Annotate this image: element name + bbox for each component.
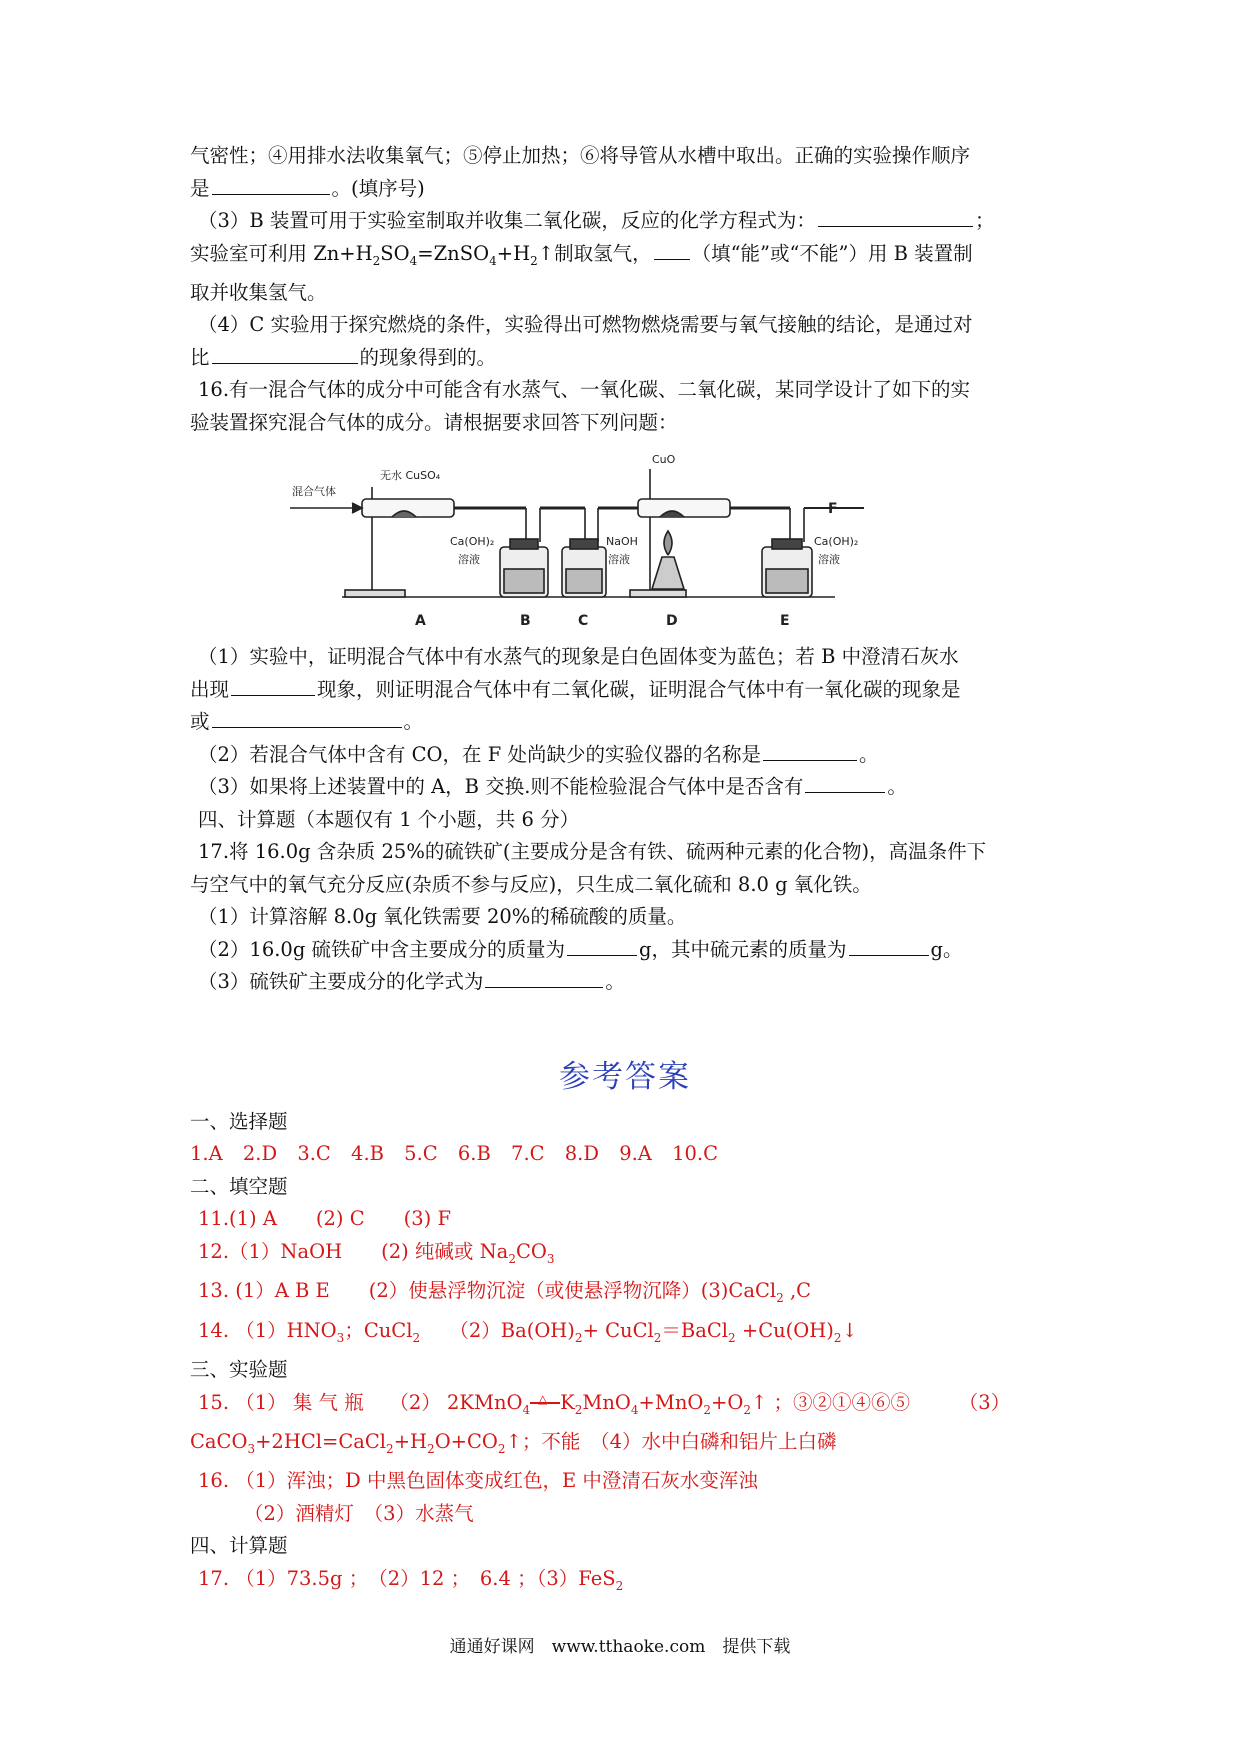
- answer-blank[interactable]: [849, 935, 929, 956]
- q16-line: （2）若混合气体中含有 CO，在 F 处尚缺少的实验仪器的名称是 。: [190, 739, 1060, 772]
- label-c: C: [578, 613, 589, 630]
- answer-blank[interactable]: [212, 343, 358, 364]
- label-solution-e: 溶液: [818, 553, 840, 567]
- q15-line: 气密性；④用排水法收集氧气；⑤停止加热；⑥将导管从水槽中取出。正确的实验操作顺序: [190, 144, 971, 167]
- section-heading: 四、计算题（本题仅有 1 个小题，共 6 分）: [198, 807, 580, 831]
- answer-blank[interactable]: [485, 967, 603, 988]
- label-b: B: [520, 613, 531, 630]
- answer-11: 11.(1) A (2) C (3) F: [198, 1207, 452, 1231]
- label-d: D: [666, 613, 678, 630]
- answer-blank[interactable]: [805, 772, 885, 793]
- answer-15: 15. （1） 集 气 瓶 （2） 2KMnO$_4$ △ $K_2MnO_4+MnO_2+O_2↑$ ；③②①④⑥⑤ （3）: [198, 1390, 1011, 1417]
- answer-blank[interactable]: [212, 174, 330, 195]
- footer-credit: 通通好课网 www.tthaoke.com 提供下载: [449, 1637, 791, 1657]
- q15-line: 实验室可利用 $Zn+H_2SO_4=ZnSO_4+H_2↑$制取氢气， （填“能”或“不能”）用 B 装置制: [190, 238, 1060, 277]
- answer-blank[interactable]: [567, 935, 637, 956]
- q15-line: 取并收集氢气。: [190, 280, 327, 304]
- q16-stem: 16.有一混合气体的成分中可能含有水蒸气、一氧化碳、二氧化碳，某同学设计了如下的实: [198, 378, 971, 402]
- q15-line: （3）B 装置可用于实验室制取并收集二氧化碳，反应的化学方程式为： ；: [190, 205, 1060, 238]
- q15-line: 比 的现象得到的。: [190, 342, 1060, 375]
- label-e: E: [780, 613, 790, 630]
- label-cuso4: 无水 CuSO₄: [380, 469, 441, 483]
- label-caoh2-e: Ca(OH)₂: [814, 535, 859, 549]
- q16-line: 出现 现象，则证明混合气体中有二氧化碳，证明混合气体中有一氧化碳的现象是: [190, 674, 1060, 707]
- q16-line: （3）如果将上述装置中的 A，B 交换.则不能检验混合气体中是否含有 。: [190, 771, 1060, 804]
- answer-17: 17. （1）73.5g ； （2）12 ； 6.4 ；（3）FeS$_2$: [198, 1566, 624, 1593]
- q17-line: （3）硫铁矿主要成分的化学式为 。: [190, 966, 1060, 999]
- q17-line: 与空气中的氧气充分反应(杂质不参与反应)，只生成二氧化硫和 8.0 g 氧化铁。: [190, 872, 872, 896]
- section-heading: 三、实验题: [190, 1358, 288, 1382]
- apparatus-diagram: [280, 447, 859, 635]
- q15-line: 是 。(填序号): [190, 173, 1060, 206]
- label-caoh2-b: Ca(OH)₂: [450, 535, 495, 549]
- q17-line: （2）16.0g 硫铁矿中含主要成分的质量为 g，其中硫元素的质量为 g。: [190, 934, 1060, 967]
- section-heading: 二、填空题: [190, 1174, 288, 1198]
- answer-16-cont: （2）酒精灯 （3）水蒸气: [244, 1501, 474, 1525]
- label-solution-c: 溶液: [608, 553, 630, 567]
- q16-stem: 验装置探究混合气体的成分。请根据要求回答下列问题：: [190, 410, 678, 434]
- answer-blank[interactable]: [763, 740, 857, 761]
- section-heading: 一、选择题: [190, 1109, 288, 1133]
- q17-line: 17.将 16.0g 含杂质 25%的硫铁矿(主要成分是含有铁、硫两种元素的化合物)，高温条件下: [198, 840, 987, 864]
- answer-14: 14. $(1)HNO_3$；CuCl$_2$ $(2)Ba(OH)_2+$ CuCl$_2$＝BaCl$_2$ $+Cu(OH)_2↓$: [198, 1318, 858, 1345]
- answer-blank[interactable]: [818, 206, 973, 227]
- q16-line: （1）实验中，证明混合气体中有水蒸气的现象是白色固体变为蓝色；若 B 中澄清石灰水: [198, 645, 959, 669]
- q16-line: 或 。: [190, 706, 1060, 739]
- q17-line: （1）计算溶解 8.0g 氧化铁需要 20%的稀硫酸的质量。: [198, 905, 687, 929]
- answer-blank[interactable]: [212, 707, 402, 728]
- answer-blank[interactable]: [654, 239, 690, 260]
- label-solution-b: 溶液: [458, 553, 480, 567]
- document-page: [190, 140, 1060, 1602]
- answer-12: 12.（1）NaOH (2) 纯碱或 $Na_2CO_3$: [198, 1239, 555, 1266]
- apparatus-svg: [280, 447, 859, 635]
- answer-16: 16. （1）浑浊；D 中黑色固体变成红色，E 中澄清石灰水变浑浊: [198, 1469, 758, 1493]
- section-heading: 四、计算题: [190, 1534, 288, 1558]
- label-naoh: NaOH: [606, 535, 638, 549]
- label-a: A: [415, 613, 426, 630]
- label-cuo: CuO: [652, 453, 676, 467]
- choice-answers: 1.A 2.D 3.C 4.B 5.C 6.B 7.C 8.D 9.A 10.C: [190, 1142, 719, 1166]
- label-mixed-gas: 混合气体: [292, 485, 336, 499]
- answer-blank[interactable]: [231, 675, 315, 696]
- label-f: F: [828, 501, 838, 518]
- q15-line: （4）C 实验用于探究燃烧的条件，实验得出可燃物燃烧需要与氧气接触的结论，是通过对: [198, 313, 973, 337]
- answers-title: 参考答案: [559, 1058, 691, 1095]
- answer-15-cont: $CaCO_3+2HCl=CaCl_2+H_2O+CO_2↑$；不能 （4）水中白磷和铝片上白磷: [190, 1429, 837, 1456]
- answer-13: 13. (1）A B E (2）使悬浮物沉淀（或使悬浮物沉降）(3)CaCl$_2$ ,C: [198, 1279, 812, 1306]
